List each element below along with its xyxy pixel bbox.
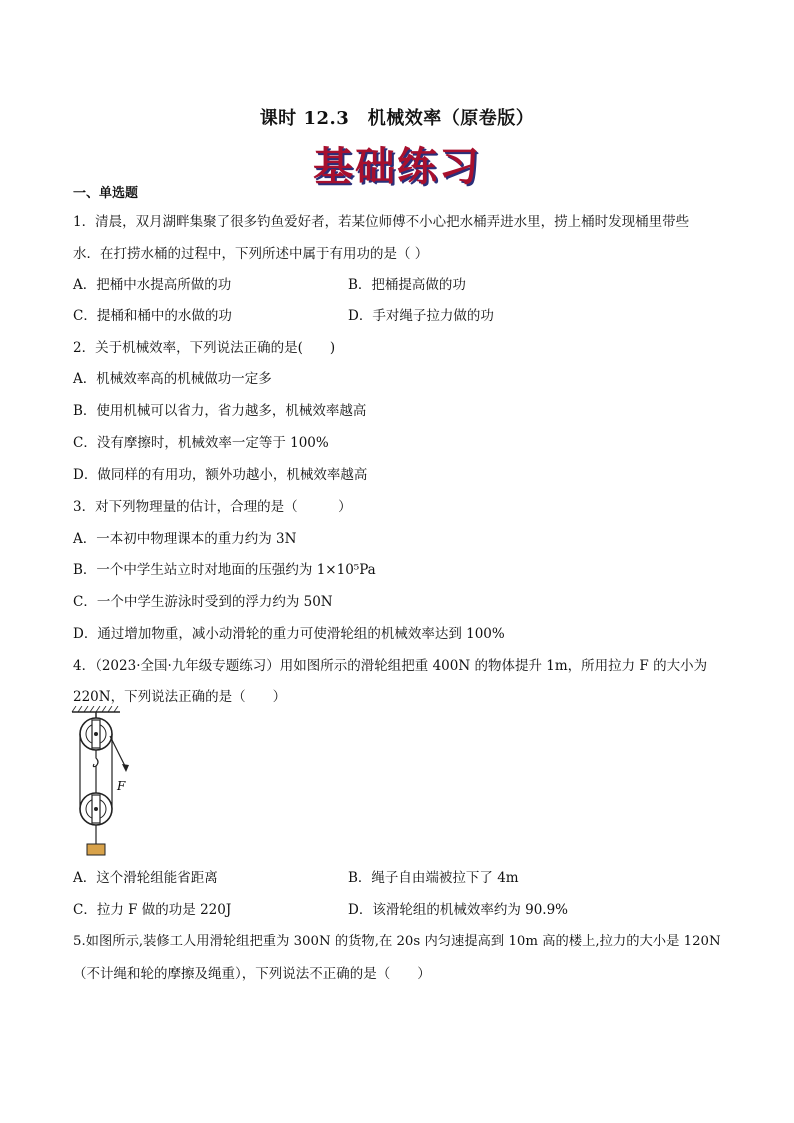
q4-option-c: C．拉力 F 做的功是 220J xyxy=(73,902,232,918)
q2-stem: 2．关于机械效率，下列说法正确的是( ) xyxy=(73,340,336,356)
pulley-figure xyxy=(70,706,130,858)
q3-stem: 3．对下列物理量的估计，合理的是（ ） xyxy=(73,499,352,515)
pull-arrow xyxy=(122,764,129,772)
q4-stem-line2: 220N，下列说法正确的是（ ） xyxy=(73,689,287,705)
q1-option-c: C．提桶和桶中的水做的功 xyxy=(73,308,232,324)
q5-stem-line1: 5.如图所示,装修工人用滑轮组把重为 300N 的货物,在 20s 内匀速提高到 10m 高的楼上,拉力的大小是 120N xyxy=(73,934,721,949)
q3-option-a: A．一本初中物理课本的重力约为 3N xyxy=(73,531,297,547)
q1-stem-line1: 1．清晨，双月湖畔集聚了很多钓鱼爱好者，若某位师傅不小心把水桶弄进水里，捞上桶时发现桶里带些 xyxy=(73,214,690,230)
q1-option-a: A．把桶中水提高所做的功 xyxy=(73,277,232,293)
ceiling-hatch xyxy=(72,706,118,712)
load-block xyxy=(87,844,105,855)
banner-heading: 基础练习 xyxy=(313,143,481,190)
section-heading: 一、单选题 xyxy=(73,186,139,201)
q2-option-d: D．做同样的有用功，额外功越小，机械效率越高 xyxy=(73,467,368,483)
q3-option-d: D．通过增加物重，减小动滑轮的重力可使滑轮组的机械效率达到 100% xyxy=(73,626,505,642)
q2-option-a: A．机械效率高的机械做功一定多 xyxy=(73,371,272,387)
force-label: F xyxy=(117,779,126,793)
q5-stem-line2: （不计绳和轮的摩擦及绳重），下列说法不正确的是（ ） xyxy=(73,966,431,982)
q1-stem-line2: 水．在打捞水桶的过程中，下列所述中属于有用功的是（ ） xyxy=(73,246,429,262)
q2-option-b: B．使用机械可以省力，省力越多，机械效率越高 xyxy=(73,403,367,419)
q3-option-b: B．一个中学生站立时对地面的压强约为 1×10⁵Pa xyxy=(73,562,376,578)
q4-stem-line1: 4．（2023·全国·九年级专题练习）用如图所示的滑轮组把重 400N 的物体提升 1m，所用拉力 F 的大小为 xyxy=(73,658,708,674)
q4-option-b: B．绳子自由端被拉下了 4m xyxy=(348,870,519,886)
q4-option-a: A．这个滑轮组能省距离 xyxy=(73,870,218,886)
q1-option-b: B．把桶提高做的功 xyxy=(348,277,466,293)
q2-option-c: C．没有摩擦时，机械效率一定等于 100% xyxy=(73,435,329,451)
q3-option-c: C．一个中学生游泳时受到的浮力约为 50N xyxy=(73,594,333,610)
q4-option-d: D．该滑轮组的机械效率约为 90.9% xyxy=(348,902,569,918)
page-title: 课时 12.3 机械效率（原卷版） xyxy=(259,108,535,129)
q1-option-d: D．手对绳子拉力做的功 xyxy=(348,308,494,324)
